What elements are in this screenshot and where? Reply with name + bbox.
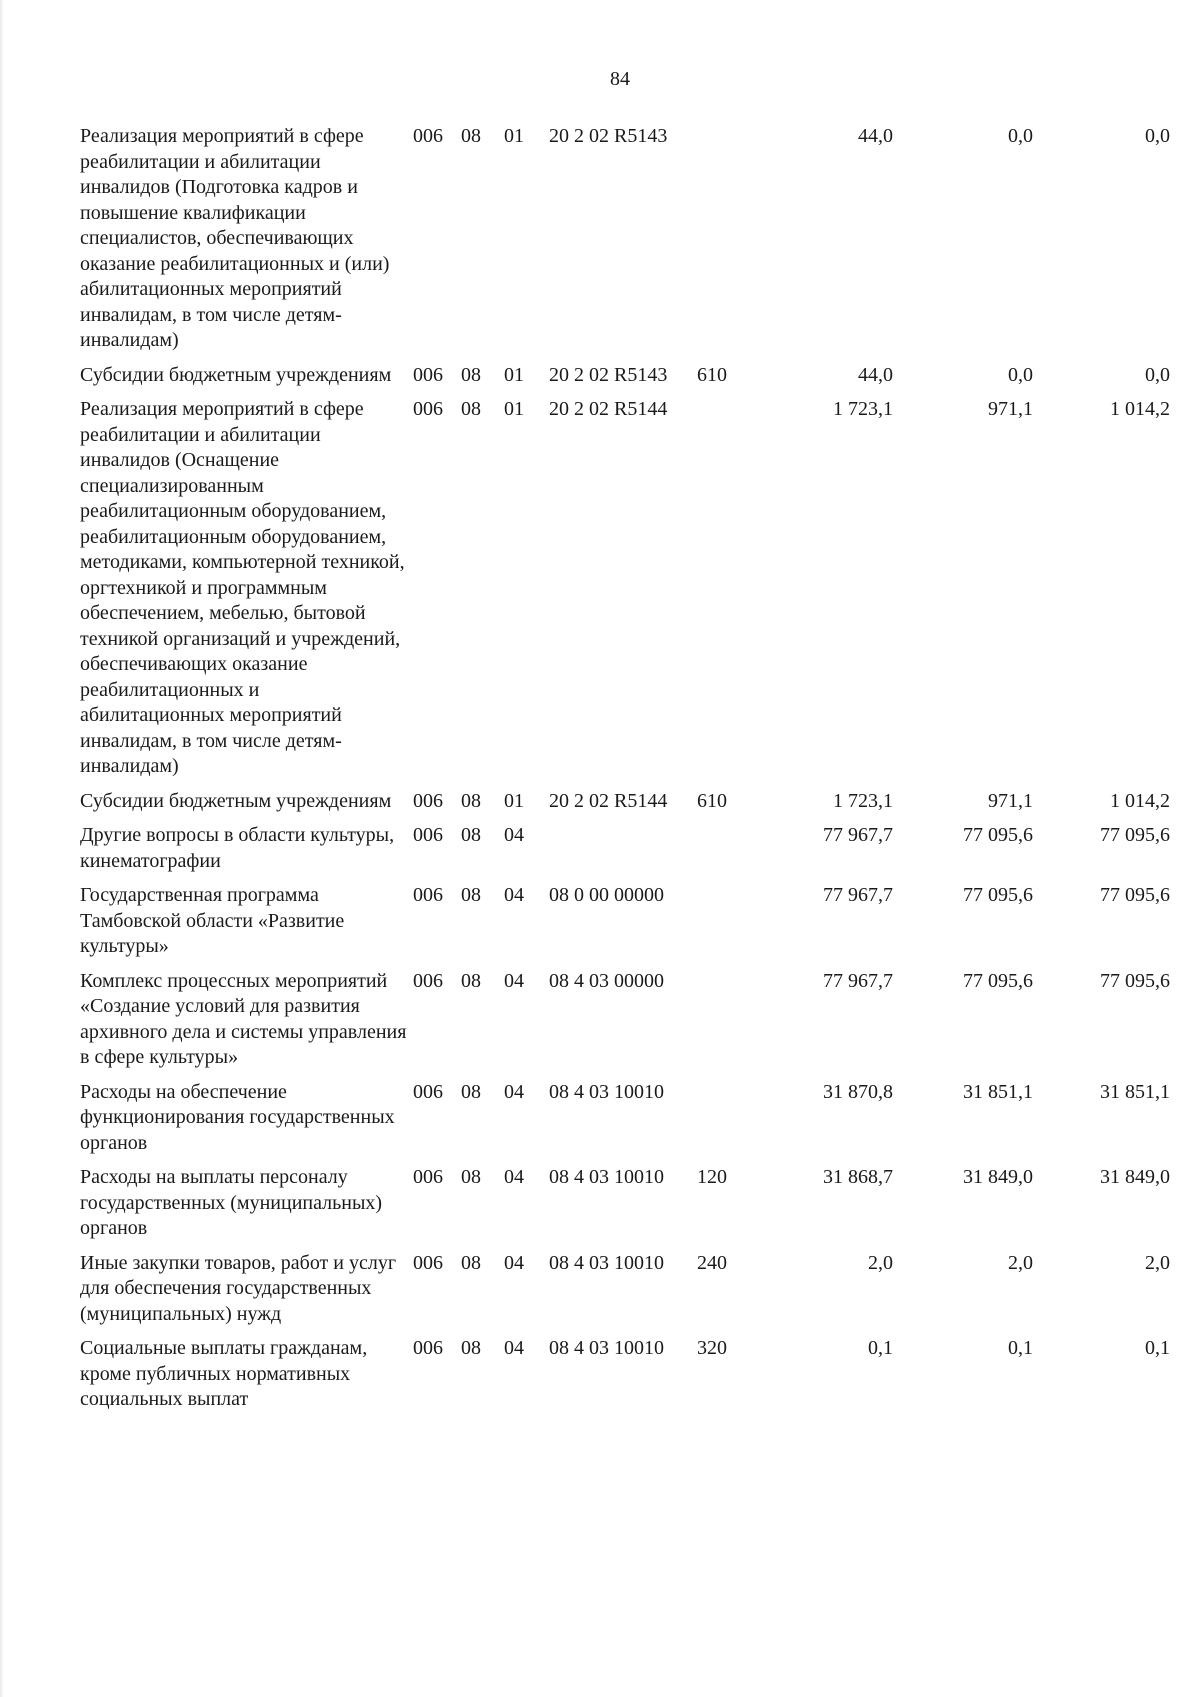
scan-edge-shadow [0, 0, 4, 1697]
row-pr-code: 04 [504, 1080, 524, 1103]
table-row [80, 1165, 1170, 1251]
row-amount-year3: 2,0 [1145, 1251, 1170, 1274]
table-row [80, 124, 1170, 363]
row-name: Иные закупки товаров, работ и услуг для обеспечения государственных (муниципальных) нужд [80, 1251, 397, 1325]
row-gr-code: 006 [413, 789, 443, 812]
table-row [80, 823, 1170, 883]
row-name: Расходы на обеспечение функционирования государственных органов [80, 1080, 395, 1154]
row-amount-year2: 31 849,0 [963, 1166, 1033, 1188]
row-gr-code: 006 [413, 824, 443, 846]
table-body [80, 124, 1170, 1422]
row-name: Расходы на выплаты персоналу государственных (муниципальных) органов [80, 1166, 383, 1239]
row-csr-code [549, 823, 697, 883]
row-name: Реализация мероприятий в сфере реабилитации и абилитации инвалидов (Подготовка кадров и повышение квалификации специалистов, обеспечивающих оказание реабилитационных и (или) абилитационных мероприятий инвалидам, в том числе детям-инвалидам) [80, 125, 390, 351]
row-amount-year2: 0,0 [1008, 363, 1033, 386]
row-rz-code: 08 [461, 398, 481, 420]
row-amount-year3: 31 851,1 [1100, 1080, 1170, 1103]
row-vr-code: 610 [697, 363, 727, 386]
row-amount-year1: 77 967,7 [823, 884, 893, 906]
row-rz-code: 08 [461, 824, 481, 846]
row-csr-code: 20 2 02 R5143 [549, 125, 668, 147]
row-name: Другие вопросы в области культуры, кинематографии [80, 824, 395, 872]
row-rz-code: 08 [461, 969, 481, 992]
row-name: Государственная программа Тамбовской области «Развитие культуры» [80, 884, 345, 957]
row-pr-code: 04 [504, 1166, 524, 1188]
row-rz-code: 08 [461, 1166, 481, 1188]
table-row [80, 363, 1170, 398]
row-csr-code: 08 0 00 00000 [549, 884, 664, 906]
row-amount-year3: 31 849,0 [1100, 1166, 1170, 1188]
row-name: Реализация мероприятий в сфере реабилитации и абилитации инвалидов (Оснащение специализированным реабилитационным оборудованием, реабилитационным оборудованием, методиками, компьютерной техникой, оргтехникой и программным обеспечением, мебелью, бытовой техникой организаций и учреждений, обеспечивающих оказание реабилитационных и абилитационных мероприятий инвалидам, в том числе детям-инвалидам) [80, 398, 405, 777]
row-amount-year2: 971,1 [988, 398, 1033, 420]
table-row [80, 1080, 1170, 1166]
row-csr-code: 08 4 03 10010 [549, 1251, 664, 1274]
row-csr-code: 20 2 02 R5144 [549, 398, 668, 420]
row-gr-code: 006 [413, 1080, 443, 1103]
row-amount-year2: 77 095,6 [963, 884, 1033, 906]
row-gr-code: 006 [413, 398, 443, 420]
row-amount-year1: 2,0 [868, 1251, 893, 1274]
row-amount-year1: 1 723,1 [833, 789, 893, 812]
row-rz-code: 08 [461, 789, 481, 812]
row-amount-year1: 31 870,8 [823, 1080, 893, 1103]
row-amount-year2: 77 095,6 [963, 969, 1033, 992]
row-pr-code: 04 [504, 1337, 524, 1359]
row-vr-code [697, 397, 745, 789]
row-amount-year2: 31 851,1 [963, 1080, 1033, 1103]
row-amount-year2: 77 095,6 [963, 824, 1033, 846]
row-amount-year1: 0,1 [868, 1337, 893, 1359]
row-amount-year1: 31 868,7 [823, 1166, 893, 1188]
row-vr-code [697, 969, 745, 1080]
row-vr-code: 240 [697, 1251, 727, 1274]
row-gr-code: 006 [413, 363, 443, 386]
row-amount-year2: 2,0 [1008, 1251, 1033, 1274]
row-csr-code: 08 4 03 10010 [549, 1166, 664, 1188]
row-amount-year3: 77 095,6 [1100, 824, 1170, 846]
row-amount-year3: 0,0 [1145, 125, 1170, 147]
row-pr-code: 04 [504, 824, 524, 846]
row-amount-year1: 44,0 [858, 125, 893, 147]
table-row [80, 397, 1170, 789]
row-pr-code: 01 [504, 363, 524, 386]
row-csr-code: 08 4 03 10010 [549, 1080, 664, 1103]
row-amount-year2: 0,1 [1008, 1337, 1033, 1359]
row-gr-code: 006 [413, 1337, 443, 1359]
page-number: 84 [610, 68, 630, 90]
row-amount-year3: 1 014,2 [1110, 789, 1170, 812]
row-amount-year1: 77 967,7 [823, 969, 893, 992]
row-rz-code: 08 [461, 884, 481, 906]
row-rz-code: 08 [461, 125, 481, 147]
row-pr-code: 01 [504, 125, 524, 147]
row-vr-code [697, 883, 745, 969]
row-csr-code: 08 4 03 10010 [549, 1337, 664, 1359]
row-vr-code: 610 [697, 789, 727, 812]
row-rz-code: 08 [461, 363, 481, 386]
row-name: Комплекс процессных мероприятий «Создание условий для развития архивного дела и системы управления в сфере культуры» [80, 969, 407, 1068]
row-name: Социальные выплаты гражданам, кроме публичных нормативных социальных выплат [80, 1337, 368, 1410]
row-amount-year3: 77 095,6 [1100, 969, 1170, 992]
row-pr-code: 01 [504, 789, 524, 812]
row-vr-code [697, 124, 745, 363]
row-amount-year3: 0,1 [1145, 1337, 1170, 1359]
budget-table [80, 124, 1170, 1422]
row-vr-code [697, 823, 745, 883]
row-gr-code: 006 [413, 125, 443, 147]
row-rz-code: 08 [461, 1337, 481, 1359]
row-pr-code: 04 [504, 884, 524, 906]
row-amount-year3: 0,0 [1145, 363, 1170, 386]
row-amount-year2: 0,0 [1008, 125, 1033, 147]
row-pr-code: 04 [504, 1251, 524, 1274]
row-pr-code: 04 [504, 969, 524, 992]
row-rz-code: 08 [461, 1080, 481, 1103]
row-csr-code: 20 2 02 R5143 [549, 363, 668, 386]
table-row [80, 789, 1170, 824]
row-gr-code: 006 [413, 884, 443, 906]
table-row [80, 969, 1170, 1080]
row-amount-year1: 1 723,1 [833, 398, 893, 420]
row-vr-code [697, 1080, 745, 1166]
table-row [80, 1336, 1170, 1422]
row-gr-code: 006 [413, 1251, 443, 1274]
table-row [80, 1251, 1170, 1337]
row-gr-code: 006 [413, 1166, 443, 1188]
row-vr-code: 320 [697, 1337, 727, 1359]
row-amount-year3: 1 014,2 [1110, 398, 1170, 420]
row-vr-code: 120 [697, 1166, 727, 1188]
row-amount-year3: 77 095,6 [1100, 884, 1170, 906]
row-amount-year1: 44,0 [858, 363, 893, 386]
row-gr-code: 006 [413, 969, 443, 992]
row-csr-code: 20 2 02 R5144 [549, 789, 668, 812]
table-row [80, 883, 1170, 969]
row-name: Субсидии бюджетным учреждениям [80, 789, 392, 812]
row-rz-code: 08 [461, 1251, 481, 1274]
row-name: Субсидии бюджетным учреждениям [80, 363, 392, 386]
row-amount-year1: 77 967,7 [823, 824, 893, 846]
row-amount-year2: 971,1 [988, 789, 1033, 812]
row-csr-code: 08 4 03 00000 [549, 969, 664, 992]
row-pr-code: 01 [504, 398, 524, 420]
